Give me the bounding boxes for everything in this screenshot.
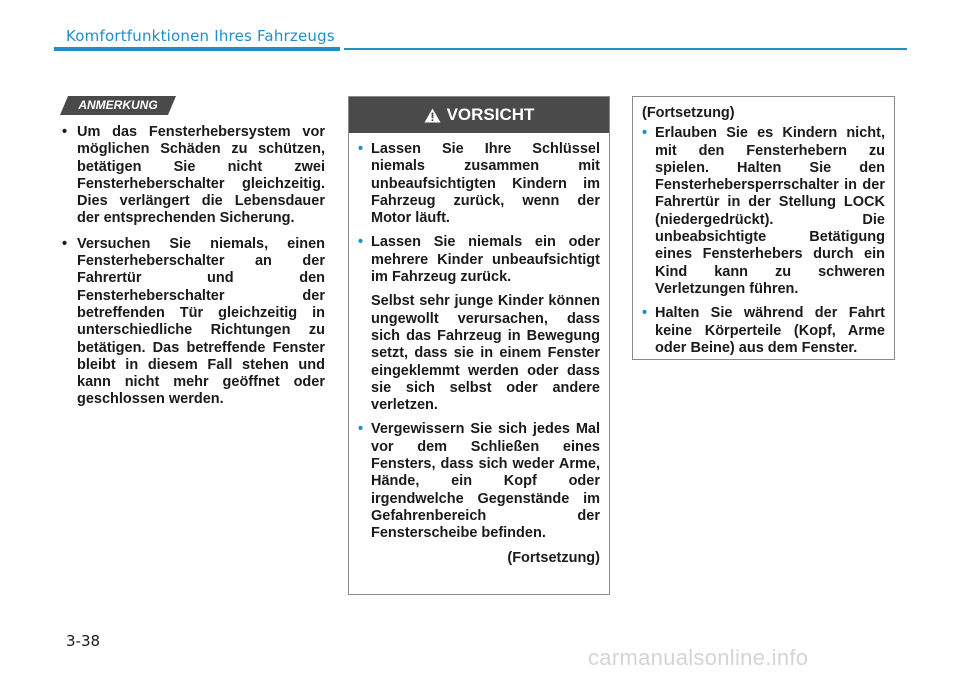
header-rule-thin: [344, 48, 907, 50]
continuation-item-text: Erlauben Sie es Kindern nicht, mit den Fensterhebern zu spielen. Halten Sie den Fensterhebersperrschalter in der Fahrertür in der Stellung LOCK (niedergedrückt). Die unbeabsichtigte Betätigung eines Fensterhebers durch ein Kind kann zu schweren Verletzungen führen.: [655, 125, 885, 297]
caution-item: [358, 234, 600, 286]
note-item: [62, 236, 325, 409]
bullet-icon: •: [642, 125, 648, 142]
caution-header: [349, 97, 609, 133]
page-number: 3-38: [66, 632, 101, 650]
bullet-icon: •: [358, 421, 364, 438]
bullet-icon: •: [62, 124, 68, 140]
continuation-box: [632, 96, 895, 360]
section-title: Komfortfunktionen Ihres Fahrzeugs: [66, 27, 335, 45]
continuation-item-text: Halten Sie während der Fahrt keine Körperteile (Kopf, Arme oder Beine) aus dem Fenster.: [655, 305, 885, 356]
caution-body: [349, 133, 609, 567]
caution-item-text: Lassen Sie niemals ein oder mehrere Kinder unbeaufsichtigt im Fahrzeug zurück.: [371, 234, 600, 286]
caution-title: VORSICHT: [446, 105, 535, 124]
header-rule-thick: [54, 47, 340, 51]
bullet-icon: •: [642, 305, 648, 322]
caution-box: [348, 96, 610, 595]
caution-item-text: Vergewissern Sie sich jedes Mal vor dem Schließen eines Fensters, dass sich weder Arme, Hände, ein Kopf oder irgendwelche Gegenstände im Gefahrenbereich der Fensterscheibe befinden.: [371, 421, 600, 542]
caution-item-text: Lassen Sie Ihre Schlüssel niemals zusammen mit unbeaufsichtigten Kindern im Fahrzeug zurück, wenn der Motor läuft.: [371, 141, 600, 227]
bullet-icon: •: [358, 234, 364, 251]
note-item-text: Um das Fensterhebersystem vor möglichen Schäden zu schützen, betätigen Sie nicht zwei Fensterheberschalter gleichzeitig. Dies verlängert die Lebensdauer der entsprechenden Sicherung.: [77, 124, 325, 227]
bullet-icon: •: [358, 141, 364, 157]
continuation-heading: (Fortsetzung): [642, 105, 735, 121]
bullet-icon: •: [62, 235, 68, 252]
warning-triangle-icon: [424, 108, 441, 123]
continuation-item: [642, 305, 885, 357]
watermark: carmanualsonline.info: [588, 645, 809, 670]
note-tag-label: ANMERKUNG: [78, 98, 158, 112]
caution-paragraph: Selbst sehr junge Kinder können ungewollt verursachen, dass sich das Fahrzeug in Bewegung setzt, dass sie in einem Fenster eingeklemmt werden oder dass sie sich selbst oder andere verletzen.: [371, 293, 600, 414]
note-list: [62, 124, 325, 417]
note-item: [62, 124, 325, 228]
caution-item: [358, 141, 600, 227]
caution-item: [358, 421, 600, 542]
note-item-text: Versuchen Sie niemals, einen Fensterheberschalter an der Fahrertür und den Fensterheberschalter der betreffenden Tür gleichzeitig in unterschiedliche Richtungen zu betätigen. Das betreffende Fenster bleibt in diesem Fall stehen und kann nicht mehr geöffnet oder geschlossen werden.: [77, 235, 325, 408]
continued-label: (Fortsetzung): [507, 549, 600, 566]
note-tag: [60, 96, 176, 115]
continuation-item: [642, 125, 885, 298]
